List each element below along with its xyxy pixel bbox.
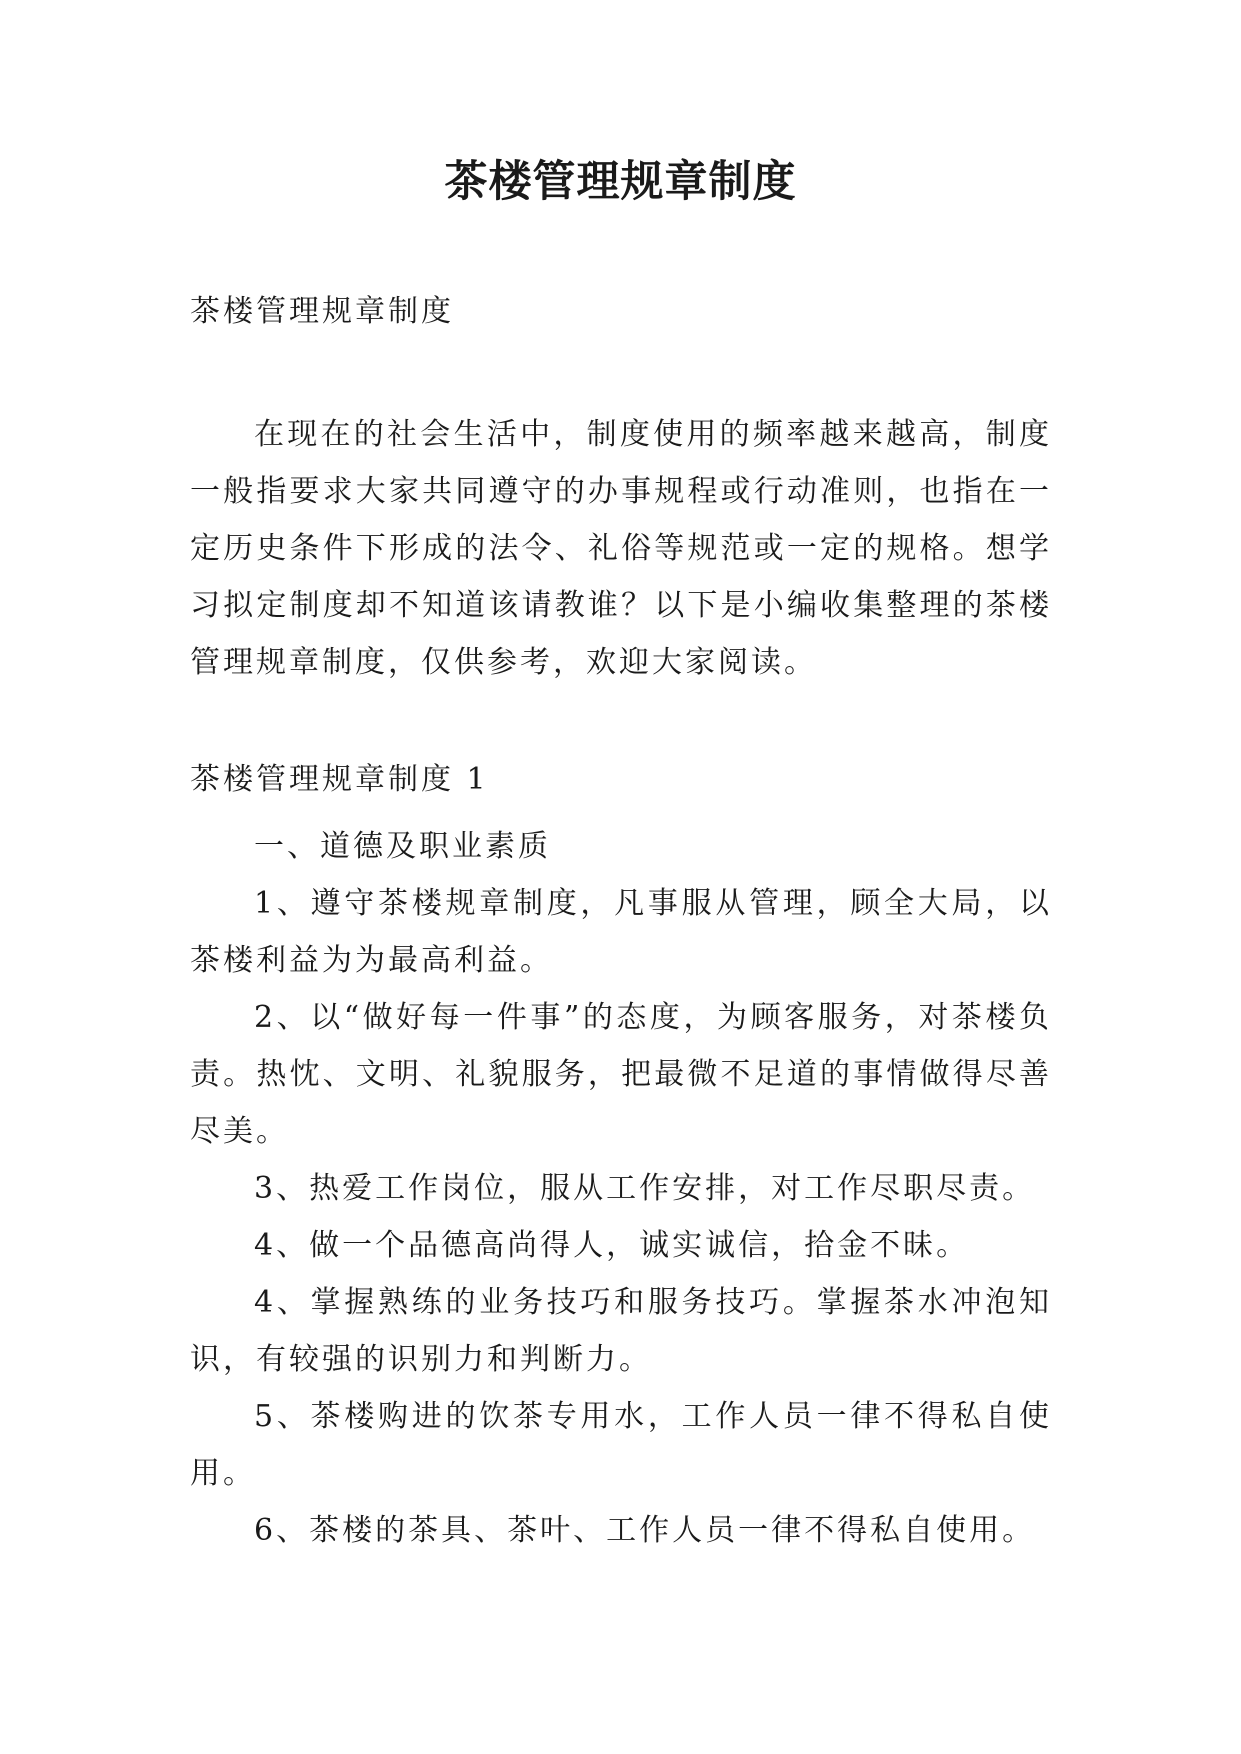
document-title: 茶楼管理规章制度 [444, 157, 797, 207]
section-body [190, 818, 1052, 1559]
rule-item: 3、热爱工作岗位，服从工作安排，对工作尽职尽责。 [254, 1171, 1036, 1206]
document-subtitle: 茶楼管理规章制度 [190, 294, 454, 329]
section-heading: 茶楼管理规章制度 1 [190, 762, 489, 797]
rule-item: 4、掌握熟练的业务技巧和服务技巧。掌握茶水冲泡知识，有较强的识别力和判断力。 [190, 1285, 1052, 1377]
rule-item: 4、做一个品德高尚得人，诚实诚信，拾金不昧。 [254, 1228, 970, 1263]
subsection-heading: 一、道德及职业素质 [254, 829, 551, 864]
rule-item: 5、茶楼购进的饮茶专用水，工作人员一律不得私自使用。 [190, 1399, 1052, 1491]
intro-paragraph: 在现在的社会生活中，制度使用的频率越来越高，制度一般指要求大家共同遵守的办事规程或行动准则，也指在一定历史条件下形成的法令、礼俗等规范或一定的规格。想学习拟定制度却不知道该请教谁？以下是小编收集整理的茶楼管理规章制度，仅供参考，欢迎大家阅读。 [190, 417, 1052, 680]
rule-item: 2、以“做好每一件事”的态度，为顾客服务，对茶楼负责。热忱、文明、礼貌服务，把最微不足道的事情做得尽善尽美。 [190, 1000, 1052, 1149]
rule-item: 6、茶楼的茶具、茶叶、工作人员一律不得私自使用。 [254, 1513, 1036, 1548]
rule-item: 1、遵守茶楼规章制度，凡事服从管理，顾全大局，以茶楼利益为为最高利益。 [190, 886, 1052, 978]
